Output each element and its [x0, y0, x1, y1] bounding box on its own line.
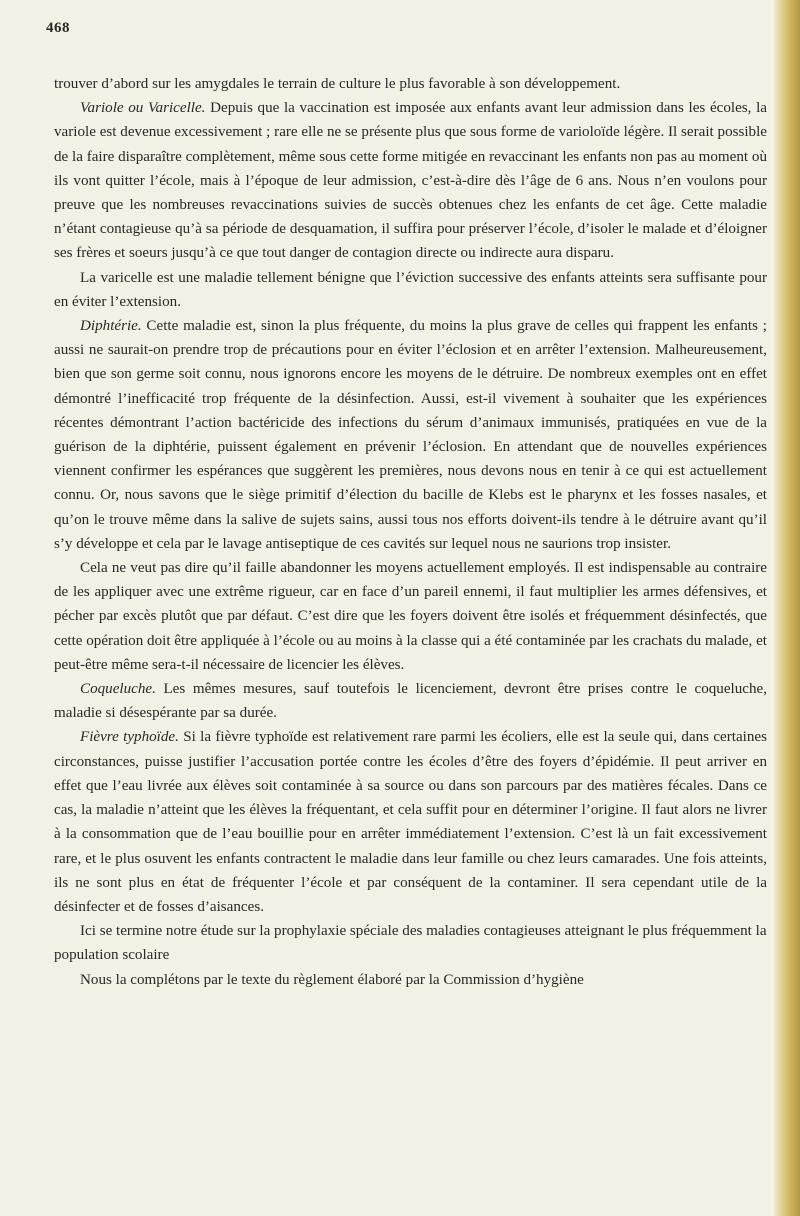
paragraph-text: Nous la complétons par le texte du règlement élaboré par la Commission d’hygiène	[80, 971, 584, 988]
paragraph-varicelle	[54, 266, 767, 314]
paragraph-text: Cela ne veut pas dire qu’il faille abandonner les moyens actuellement employés. Il est indispensable au contraire de les appliquer avec une extrême rigueur, car en face d’un pareil ennemi, il faut multiplier les armes défensives, et pécher par excès plutôt que par défaut. C’est dire que les foyers doivent être isolés et fréquemment désinfectés, que cette opération doit être appliquée à l’école ou au moins à la classe qui a été contaminée par les crachats du malade, et peut-être même sera-t-il nécessaire de licencier les élèves.	[54, 560, 767, 673]
page-edge	[774, 0, 800, 1216]
body-text	[54, 72, 767, 992]
paragraph-text: Cette maladie est, sinon la plus fréquente, du moins la plus grave de celles qui frappent les enfants ; aussi ne saurait-on prendre trop de précautions pour en éviter l’éclosion et en arrêter l’extension. Malheureusement, bien que son germe soit connu, nous ignorons encore les moyens de le détruire. De nombreux exemples ont en effet démontré l’inefficacité trop fréquente de la désinfection. Aussi, est-il vivement à souhaiter que les expériences récentes démontrant l’action bactéricide des infections du sérum d’animaux immunisés, pratiquées en vue de la guérison de la diphtérie, puissent également en prévenir l’éclosion. En attendant que de nouvelles expériences viennent confirmer les espérances que suggèrent les premières, nous devons nous en tenir à ce qui est actuellement connu. Or, nous savons que le siège primitif d’élection du bacille de Klebs est le pharynx et les fosses nasales, et qu’on le trouve même dans la salive de sujets sains, aussi tous nos efforts doivent-ils tendre à le détruire avant qu’il s’y développe et cela par le lavage antiseptique de ces cavités sur lequel nous ne saurions trop insister.	[54, 318, 767, 552]
heading-variole: Variole ou Varicelle.	[80, 100, 206, 117]
paragraph-conclusion	[54, 919, 767, 967]
paragraph-diphterie	[54, 314, 767, 556]
paragraph-variole	[54, 96, 767, 265]
paragraph-text: trouver d’abord sur les amygdales le terrain de culture le plus favorable à son développement.	[54, 76, 621, 92]
paragraph-fievre-typhoide	[54, 725, 767, 919]
paragraph-coqueluche	[54, 677, 767, 725]
paragraph-text: Depuis que la vaccination est imposée aux enfants avant leur admission dans les écoles, la variole est devenue excessivement ; rare elle ne se présente plus que sous forme de varioloïde légère. Il serait possible de la faire disparaître complètement, même sous cette forme mitigée en revaccinant les enfants non pas au moment où ils vont quitter l’école, mais à l’époque de leur admission, c’est-à-dire dès l’âge de 6 ans. Nous n’en voulons pour preuve que les nombreuses revaccinations suivies de succès obtenues chez les enfants de cet âge. Cette maladie n’étant contagieuse qu’à sa période de desquamation, il suffira pour préserver l’école, d’isoler le malade et d’éloigner ses frères et soeurs jusqu’à ce que tout danger de contagion directe ou indirecte aura disparu.	[54, 100, 767, 262]
page-number: 468	[46, 20, 70, 36]
paragraph-text: Ici se termine notre étude sur la prophylaxie spéciale des maladies contagieuses atteignant le plus fréquemment la population scolaire	[54, 923, 767, 964]
paragraph-reglement	[54, 968, 767, 992]
paragraph-text: La varicelle est une maladie tellement bénigne que l’éviction successive des enfants atteints sera suffisante pour en éviter l’extension.	[54, 269, 767, 310]
paragraph-intro	[54, 72, 767, 96]
heading-diphterie: Diphtérie.	[80, 318, 142, 335]
heading-coqueluche: Coqueluche.	[80, 681, 156, 698]
paragraph-text: Les mêmes mesures, sauf toutefois le licenciement, devront être prises contre le coqueluche, maladie si désespérante par sa durée.	[54, 681, 767, 722]
paragraph-mesures	[54, 556, 767, 677]
paragraph-text: Si la fièvre typhoïde est relativement rare parmi les écoliers, elle est la seule qui, dans certaines circonstances, puisse justifier l’accusation portée contre les écoles d’être des foyers d’épidémie. Il peut arriver en effet que l’eau livrée aux élèves soit contaminée à sa source ou dans son parcours par des matières fécales. Dans ce cas, la maladie n’atteint que les élèves la fréquentant, et cela suffit pour en déterminer l’origine. Il faut alors ne livrer à la consommation que de l’eau bouillie pour en arrêter immédiatement l’extension. C’est là un fait excessivement rare, et le plus osuvent les enfants contractent le maladie dans leur famille ou chez leurs camarades. Une fois atteints, ils ne sont plus en état de fréquenter l’école et par conséquent de la contaminer. Il sera cependant utile de la désinfecter et de fosses d’aisances.	[54, 729, 767, 915]
heading-fievre-typhoide: Fièvre typhoïde.	[80, 729, 179, 746]
